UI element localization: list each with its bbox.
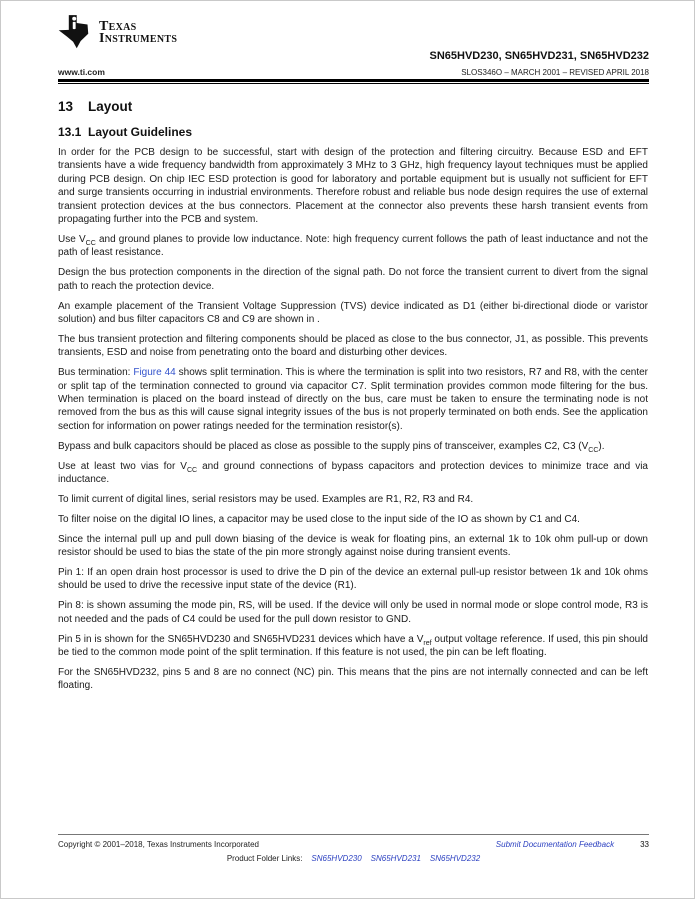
page-footer [58,834,649,863]
paragraph: Use $V_{CC}$ and ground planes to provide low inductance. Note: high frequency current follows the path of least inductance and not the path of least resistance. [58,233,648,259]
header-meta-row [58,67,649,79]
logo-text-line1: Texas [99,19,137,34]
footer-right [496,840,649,849]
paragraph: Pin 1: If an open drain host processor is used to drive the D pin of the device an external pull-up resistor between 1k and 10k ohms should be used to drive the recessive input state of the device (R1). [58,567,648,592]
website-link[interactable]: www.ti.com [58,67,105,77]
section-title: Layout [88,99,133,114]
header-rule-thin [58,83,649,84]
subscript: CC [588,446,599,454]
paragraph: Since the internal pull up and pull down biasing of the device is weak for floating pins, an external 1k to 10k ohm pull-up or down resistor should be used to bias the state of the pin more strongly against noise during transient events. [58,533,648,559]
section-number: 13 [58,99,74,114]
paragraph: An example placement of the Transient Voltage Suppression (TVS) device indicated as D1 (either bi-directional diode or varistor solution) and bus filter capacitors C8 and C9 are shown in . [58,300,648,325]
submit-feedback-link[interactable]: Submit Documentation Feedback [495,840,615,849]
page-header [58,15,649,84]
footer-rule [58,834,649,835]
paragraph: Pin 8: is shown assuming the mode pin, RS, will be used. If the device will only be used in normal mode or slope control mode, R3 is not needed and the pads of C4 could be used for the pull down resistor to GND. [58,600,648,625]
subsection-title: Layout Guidelines [88,125,193,139]
paragraph: Pin 5 in is shown for the SN65HVD230 and SN65HVD231 devices which have a $V_{ref}$ output voltage reference. If used, this pin should be tied to the common mode point of the split termination. If this feature is not used, the pin can be left floating. [58,633,648,659]
footer-row [58,840,649,849]
product-link-sn65hvd232[interactable]: SN65HVD232 [429,854,481,863]
subscript: ref [423,639,432,647]
page-content [58,99,648,693]
copyright-text: Copyright © 2001–2018, Texas Instruments Incorporated [58,840,259,849]
figure-44-link[interactable]: Figure 44 [133,367,176,379]
logo-text-line2: Instruments [99,31,178,46]
ti-logo [58,15,649,49]
subsection-number: 13.1 [58,125,82,139]
paragraph: Bypass and bulk capacitors should be placed as close as possible to the supply pins of transceiver, examples C2, C3 $(V_{CC})$. [58,440,605,454]
paragraph: For the SN65HVD232, pins 5 and 8 are no connect (NC) pin. This means that the pins are not internally connected and can be left floating. [58,667,648,692]
doc-revision: SLOS346O – MARCH 2001 – REVISED APRIL 2018 [461,68,649,77]
product-link-sn65hvd231[interactable]: SN65HVD231 [370,854,421,863]
paragraph: Use at least two vias for $V_{CC}$ and ground connections of bypass capacitors and protection devices to minimize trace and via inductance. [58,460,648,486]
product-links [302,854,480,863]
paragraph: Bus termination: Figure 44 shows split termination. This is where the termination is split into two resistors, R7 and R8, with the center or split tap of the termination connected to ground via capacitor C7. Split termination provides common mode filtering for the bus. When termination is placed on the board instead of directly on the bus, care must be taken to ensure the terminating node is not removed from the bus as this will cause signal integrity issues of the bus is not properly terminated on both ends. See the application section for information on power ratings needed for the termination resistor(s). [58,367,649,432]
section-heading [58,99,648,114]
subscript: CC [186,466,198,474]
page-number: 33 [640,840,649,849]
paragraph: In order for the PCB design to be successful, start with design of the protection and filtering circuitry. Because ESD and EFT transients have a wide frequency bandwidth from approximately 3 MHz to 3 GHz, high frequency layout techniques must be applied during PCB design. On chip IEC ESD protection is good for laboratory and portable equipment but is usually not sufficient for EFT and surge transients occurring in industrial environments. Therefore robust and reliable bus node design requires the use of external transient protection devices at the bus connectors. Placement at the connector also prevents these harsh transient events from propagating further into the PCB and system. [58,147,648,226]
paragraph: To filter noise on the digital IO lines, a capacitor may be used close to the input side of the IO as shown by C1 and C4. [58,513,580,525]
ti-wordmark [99,21,177,45]
part-numbers: SN65HVD230, SN65HVD231, SN65HVD232 [429,50,649,62]
paragraph: To limit current of digital lines, serial resistors may be used. Examples are R1, R2, R3 and R4. [58,493,474,505]
header-rule-thick [58,79,649,82]
product-folder-label: Product Folder Links: [226,854,303,863]
paragraph: Design the bus protection components in the direction of the signal path. Do not force the transient current to divert from the signal path to reach the protection device. [58,267,648,292]
subsection-heading [58,125,648,139]
product-folder-row [58,854,649,863]
product-link-sn65hvd230[interactable]: SN65HVD230 [311,854,362,863]
paragraph: The bus transient protection and filtering components should be placed as close to the bus connector, J1, as possible. This prevents transients, ESD and noise from penetrating onto the board and disturbing other devices. [58,333,648,359]
subscript: CC [85,239,96,247]
texas-state-icon [58,15,94,49]
body-paragraphs [58,146,648,693]
